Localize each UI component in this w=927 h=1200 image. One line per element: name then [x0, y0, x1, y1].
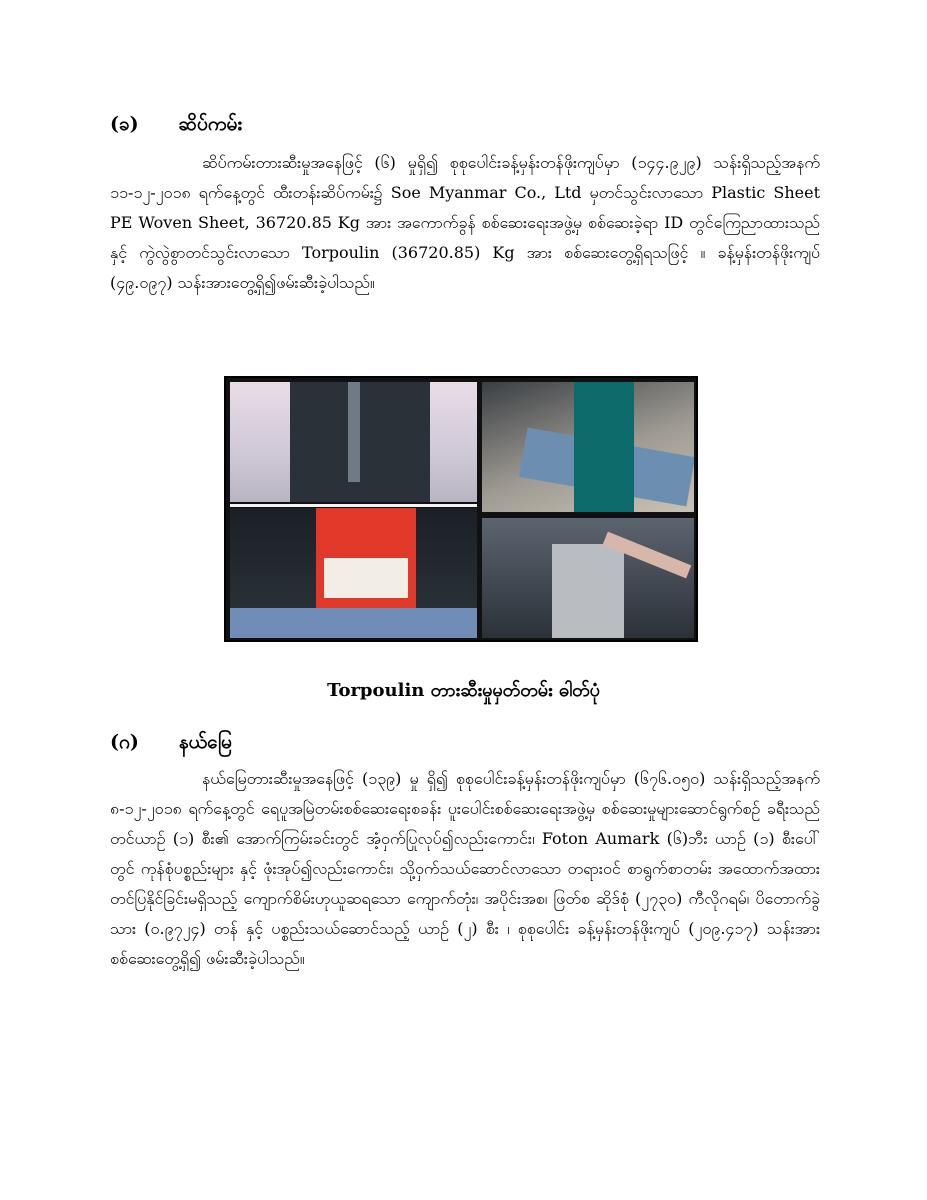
- photo-caption: Torpoulin တားဆီးမှုမှတ်တမ်း ဓါတ်ပုံ: [327, 680, 600, 701]
- photo-top-left: [230, 382, 477, 502]
- section-title: နယ်မြေ: [178, 731, 232, 753]
- section-paragraph-region: နယ်မြေတားဆီးမှုအနေဖြင့် (၁၃၉) မှု ရှိ၍ စုစုပေါင်းခန့်မှန်းတန်ဖိုးကျပ်မှာ (၆၇၆.၀၅၀) သန်းရှိသည့်အနက် ၈-၁၂-၂၀၁၈ ရက်နေ့တွင် ရေပူအမြဲတမ်းစစ်ဆေးရေးစခန်း ပူးပေါင်းစစ်ဆေးရေးအဖွဲ့မှ စစ်ဆေးမှုများဆောင်ရွက်စဉ် ခရီးသည်တင်ယာဉ် (၁) စီး၏ အောက်ကြမ်းခင်းတွင် အံ့ဝှက်ပြုလုပ်၍လည်းကောင်း၊ Foton Aumark (၆)ဘီး ယာဉ် (၁) စီးပေါ်တွင် ကုန်စုံပစ္စည်းများ နှင့် ဖုံးအုပ်၍လည်းကောင်း၊ သို့ဝှက်သယ်ဆောင်လာသော တရားဝင် စာရွက်စာတမ်း အထောက်အထား တင်ပြနိုင်ခြင်းမရှိသည့် ကျောက်စိမ်းဟုယူဆရသော ကျောက်တုံး၊ အပိုင်းအစ၊ ဖြတ်စ ဆိုဒ်စုံ (၂၇၃၀) ကီလိုဂရမ်၊ ပိတောက်ခွဲသား (၀.၉၇၂၄) တန် နှင့် ပစ္စည်းသယ်ဆောင်သည့် ယာဉ် (၂) စီး ၊ စုစုပေါင်း ခန့်မှန်းတန်ဖိုးကျပ် (၂၀၉.၄၁၇) သန်းအား စစ်ဆေးတွေ့ရှိ၍ ဖမ်းဆီးခဲ့ပါသည်။: [110, 769, 820, 968]
- section-paragraph-seaport: ဆိပ်ကမ်းတားဆီးမှုအနေဖြင့် (၆) မှုရှိ၍ စုစုပေါင်းခန့်မှန်းတန်ဖိုးကျပ်မှာ (၁၄၄.၉၂၉) သန်းရှိသည့်အနက် ၁၁-၁၂-၂၀၁၈ ရက်နေ့တွင် ထီးတန်းဆိပ်ကမ်း၌ Soe Myanmar Co., Ltd မှတင်သွင်းလာသော Plastic Sheet PE Woven Sheet, 36720.85 Kg အား အကောက်ခွန် စစ်ဆေးရေးအဖွဲ့မှ စစ်ဆေးခဲ့ရာ ID တွင်ကြေညာထားသည်နှင့် ကွဲလွဲစွာတင်သွင်းလာသော Torpoulin (36720.85) Kg အား စစ်ဆေးတွေ့ရှိရသဖြင့် ။ ခန့်မှန်းတန်ဖိုးကျပ် (၄၉.၀၉၇) သန်းအားတွေ့ရှိ၍ဖမ်းဆီးခဲ့ပါသည်။: [110, 153, 821, 292]
- photo-bottom-right: [482, 518, 694, 638]
- section-number: (ခ): [110, 113, 139, 135]
- photo-bottom-left: [230, 508, 477, 638]
- section-heading-region: [110, 730, 232, 758]
- photo-top-right: [482, 382, 694, 512]
- section-number: (ဂ): [110, 731, 139, 753]
- section-heading-seaport: [110, 112, 242, 140]
- section-title: ဆိပ်ကမ်း: [178, 113, 243, 135]
- evidence-photo-collage: [224, 376, 698, 642]
